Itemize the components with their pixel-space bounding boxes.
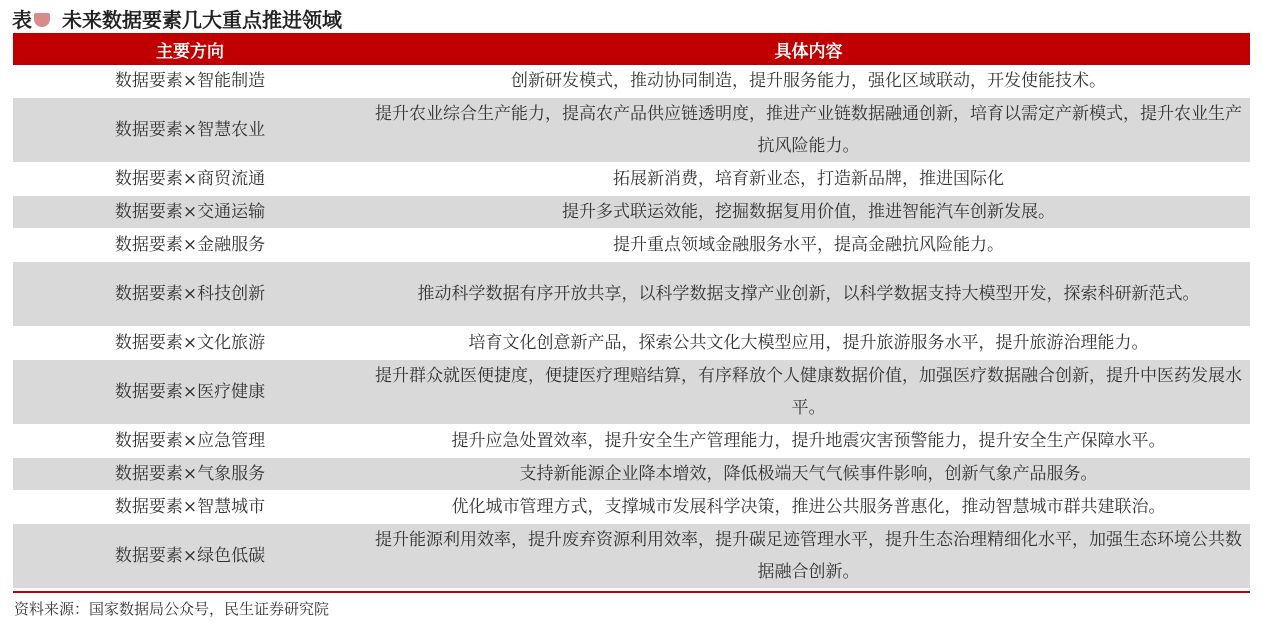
table-row — [13, 65, 1250, 98]
cell-content: 提升群众就医便捷度，便捷医疗理赔结算，有序释放个人健康数据价值，加强医疗数据融合创新，提升中医药发展水平。 — [367, 360, 1250, 425]
table-row — [13, 491, 1250, 524]
cell-content: 支持新能源企业降本增效，降低极端天气气候事件影响，创新气象产品服务。 — [367, 458, 1250, 491]
cell-content: 优化城市管理方式，支撑城市发展科学决策，推进公共服务普惠化，推动智慧城市群共建联治。 — [367, 491, 1250, 524]
table-row — [13, 262, 1250, 327]
table-row — [13, 524, 1250, 589]
cell-direction: 数据要素×文化旅游 — [13, 327, 367, 360]
table-row — [13, 98, 1250, 163]
cell-direction: 数据要素×智慧农业 — [13, 98, 367, 163]
table-row — [13, 163, 1250, 196]
table-row — [13, 327, 1250, 360]
table-row — [13, 458, 1250, 491]
table-row — [13, 425, 1250, 458]
data-table-container — [13, 33, 1250, 589]
source-note: 资料来源：国家数据局公众号，民生证券研究院 — [14, 600, 330, 618]
cell-content: 提升应急处置效率，提升安全生产管理能力，提升地震灾害预警能力，提升安全生产保障水平。 — [367, 425, 1250, 458]
cell-direction: 数据要素×商贸流通 — [13, 163, 367, 196]
table-row — [13, 229, 1250, 262]
table-row — [13, 360, 1250, 425]
table-header-row — [13, 33, 1250, 65]
cell-content: 提升多式联运效能，挖掘数据复用价值，推进智能汽车创新发展。 — [367, 196, 1250, 229]
cell-content: 提升重点领域金融服务水平，提高金融抗风险能力。 — [367, 229, 1250, 262]
table-title — [12, 4, 342, 32]
cell-content: 培育文化创意新产品，探索公共文化大模型应用，提升旅游服务水平，提升旅游治理能力。 — [367, 327, 1250, 360]
cell-direction: 数据要素×绿色低碳 — [13, 524, 367, 589]
cell-content: 拓展新消费，培育新业态，打造新品牌，推进国际化 — [367, 163, 1250, 196]
table-row — [13, 196, 1250, 229]
table-body — [13, 65, 1250, 589]
cell-direction: 数据要素×金融服务 — [13, 229, 367, 262]
title-text: 未来数据要素几大重点推进领域 — [62, 7, 342, 32]
bottom-rule — [13, 591, 1250, 593]
cell-content: 提升农业综合生产能力，提高农产品供应链透明度，推进产业链数据融通创新，培育以需定产新模式，提升农业生产抗风险能力。 — [367, 98, 1250, 163]
cell-content: 推动科学数据有序开放共享，以科学数据支撑产业创新，以科学数据支持大模型开发，探索科研新范式。 — [367, 262, 1250, 327]
cell-direction: 数据要素×科技创新 — [13, 262, 367, 327]
title-prefix: 表 — [12, 7, 32, 32]
cell-direction: 数据要素×交通运输 — [13, 196, 367, 229]
logo-icon — [34, 13, 50, 27]
cell-content: 提升能源利用效率，提升废弃资源利用效率，提升碳足迹管理水平，提升生态治理精细化水平，加强生态环境公共数据融合创新。 — [367, 524, 1250, 589]
cell-direction: 数据要素×智能制造 — [13, 65, 367, 98]
data-table — [13, 33, 1250, 589]
cell-direction: 数据要素×医疗健康 — [13, 360, 367, 425]
cell-direction: 数据要素×应急管理 — [13, 425, 367, 458]
header-content: 具体内容 — [367, 33, 1250, 65]
cell-direction: 数据要素×气象服务 — [13, 458, 367, 491]
cell-direction: 数据要素×智慧城市 — [13, 491, 367, 524]
header-direction: 主要方向 — [13, 33, 367, 65]
cell-content: 创新研发模式，推动协同制造，提升服务能力，强化区域联动，开发使能技术。 — [367, 65, 1250, 98]
